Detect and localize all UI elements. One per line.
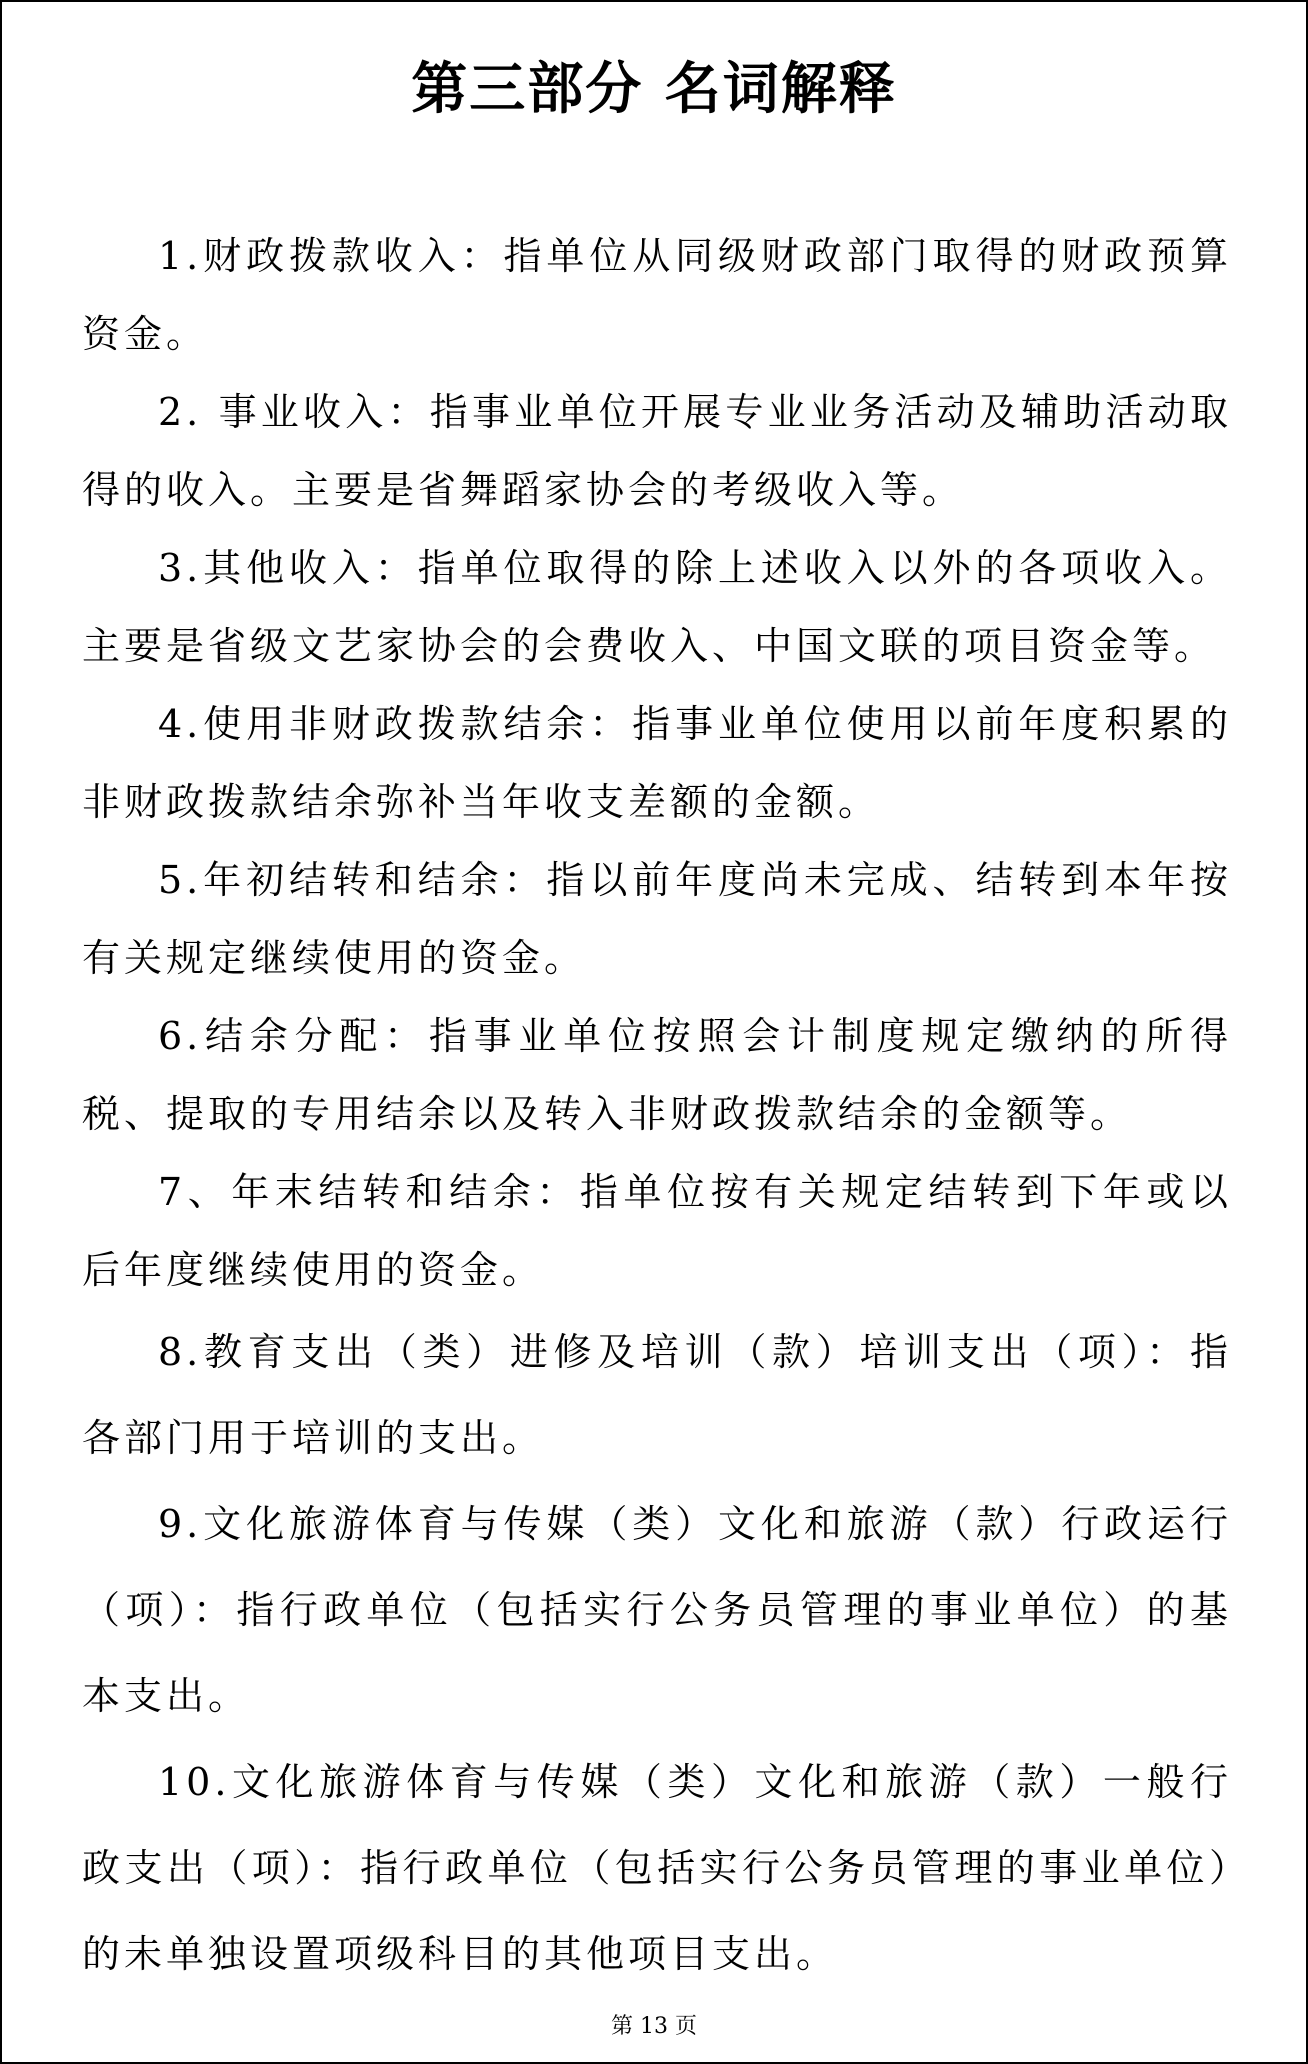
definition-paragraph: 6.结余分配：指事业单位按照会计制度规定缴纳的所得税、提取的专用结余以及转入非财政拨款结余的金额等。: [82, 1014, 1232, 1136]
page-title: 第三部分 名词解释: [411, 57, 897, 122]
definition-paragraph: 5.年初结转和结余：指以前年度尚未完成、结转到本年按有关规定继续使用的资金。: [82, 858, 1232, 980]
definitions-list: [82, 217, 1232, 1997]
definition-paragraph: 9.文化旅游体育与传媒（类）文化和旅游（款）行政运行（项）：指行政单位（包括实行公务员管理的事业单位）的基本支出。: [82, 1502, 1232, 1718]
definition-paragraph: 7、年末结转和结余：指单位按有关规定结转到下年或以后年度继续使用的资金。: [82, 1170, 1232, 1292]
page-number: 第 13 页: [611, 2014, 697, 2039]
definition-paragraph: 3.其他收入：指单位取得的除上述收入以外的各项收入。主要是省级文艺家协会的会费收入、中国文联的项目资金等。: [82, 546, 1232, 668]
definition-paragraph: 1.财政拨款收入：指单位从同级财政部门取得的财政预算资金。: [82, 234, 1232, 356]
definition-paragraph: 10.文化旅游体育与传媒（类）文化和旅游（款）一般行政支出（项）：指行政单位（包括实行公务员管理的事业单位）的未单独设置项级科目的其他项目支出。: [82, 1760, 1232, 1976]
definition-paragraph: 4.使用非财政拨款结余：指事业单位使用以前年度积累的非财政拨款结余弥补当年收支差额的金额。: [82, 702, 1232, 824]
definition-paragraph: 2. 事业收入：指事业单位开展专业业务活动及辅助活动取得的收入。主要是省舞蹈家协会的考级收入等。: [82, 390, 1232, 512]
definition-paragraph: 8.教育支出（类）进修及培训（款）培训支出（项）：指各部门用于培训的支出。: [82, 1330, 1232, 1460]
